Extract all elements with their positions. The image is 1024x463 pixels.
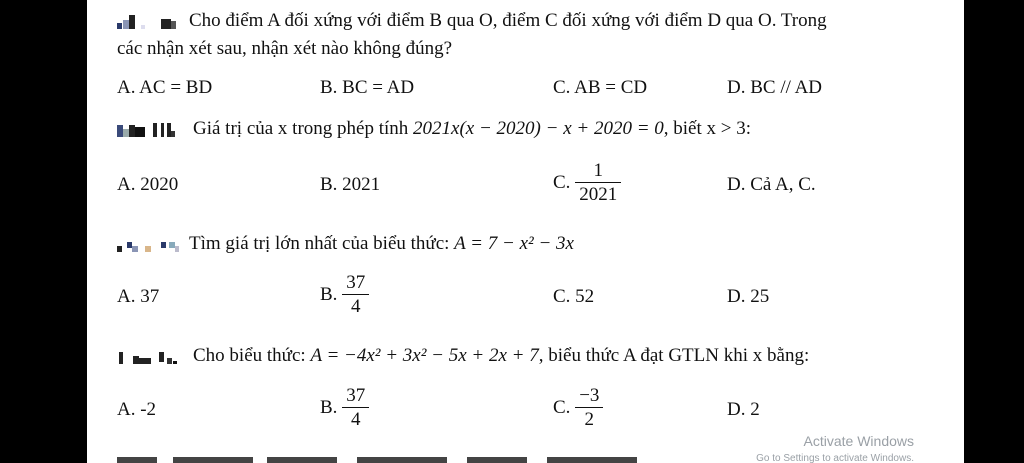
fraction-numerator: 37 bbox=[342, 272, 369, 295]
q3-option-b-fraction bbox=[342, 272, 369, 319]
fraction-numerator: 37 bbox=[342, 385, 369, 408]
question-2-expression: 2021x(x − 2020) − x + 2020 = 0 bbox=[413, 118, 664, 139]
question-1-line-2: các nhận xét sau, nhận xét nào không đúng? bbox=[117, 38, 453, 59]
q3-option-c[interactable]: C. 52 bbox=[553, 286, 595, 307]
cropped-next-question-line bbox=[117, 454, 717, 463]
question-3 bbox=[117, 233, 574, 255]
q1-option-a[interactable]: A. AC = BD bbox=[117, 77, 213, 98]
redacted-label-icon bbox=[117, 238, 185, 252]
q4-option-b[interactable] bbox=[320, 385, 369, 432]
q2-option-d[interactable]: D. Cả A, C. bbox=[727, 174, 816, 195]
question-2 bbox=[117, 118, 751, 140]
question-4-expression: A = −4x² + 3x² − 5x + 2x + 7 bbox=[310, 345, 539, 366]
q2-option-c-label: C. bbox=[553, 171, 571, 193]
q1-option-d[interactable]: D. BC // AD bbox=[727, 77, 823, 98]
q3-option-b[interactable] bbox=[320, 272, 369, 319]
activate-windows-title: Activate Windows bbox=[803, 433, 914, 449]
question-1-line-1 bbox=[117, 10, 827, 32]
q3-option-a[interactable]: A. 37 bbox=[117, 286, 160, 307]
fraction-numerator: −3 bbox=[575, 385, 603, 408]
fraction-numerator: 1 bbox=[575, 160, 621, 183]
q4-option-b-label: B. bbox=[320, 396, 338, 418]
q3-option-d[interactable]: D. 25 bbox=[727, 286, 770, 307]
q4-option-b-fraction bbox=[342, 385, 369, 432]
fraction-denominator: 2021 bbox=[579, 184, 618, 205]
question-4-text-a: Cho biểu thức: bbox=[193, 345, 311, 366]
q2-option-c[interactable] bbox=[553, 160, 621, 207]
q3-option-b-label: B. bbox=[320, 283, 338, 305]
question-4 bbox=[117, 345, 809, 367]
redacted-label-icon bbox=[117, 15, 185, 29]
q2-option-a[interactable]: A. 2020 bbox=[117, 174, 179, 195]
q4-option-c-fraction bbox=[575, 385, 603, 432]
question-2-text-b: , biết x > 3: bbox=[663, 118, 752, 139]
q4-option-a[interactable]: A. -2 bbox=[117, 399, 157, 420]
question-3-expression: A = 7 − x² − 3x bbox=[454, 233, 574, 254]
activate-windows-subtitle: Go to Settings to activate Windows. bbox=[756, 453, 914, 463]
question-2-text-a: Giá trị của x trong phép tính bbox=[193, 118, 414, 139]
q2-option-b[interactable]: B. 2021 bbox=[320, 174, 381, 195]
question-1-text-a: Cho điểm A đối xứng với điểm B qua O, điểm C đối xứng với điểm D qua O. Trong bbox=[189, 10, 827, 31]
worksheet-page bbox=[87, 0, 964, 463]
question-3-text: Tìm giá trị lớn nhất của biểu thức: bbox=[189, 233, 455, 254]
question-4-text-b: , biểu thức A đạt GTLN khi x bằng: bbox=[538, 345, 810, 366]
q1-option-b[interactable]: B. BC = AD bbox=[320, 77, 415, 98]
fraction-denominator: 2 bbox=[584, 409, 595, 430]
fraction-denominator: 4 bbox=[350, 296, 361, 317]
redacted-label-icon bbox=[117, 123, 189, 137]
q1-option-c[interactable]: C. AB = CD bbox=[553, 77, 648, 98]
q4-option-c[interactable] bbox=[553, 385, 603, 432]
q4-option-c-label: C. bbox=[553, 396, 571, 418]
redacted-label-icon bbox=[117, 350, 189, 364]
q4-option-d[interactable]: D. 2 bbox=[727, 399, 760, 420]
fraction-denominator: 4 bbox=[350, 409, 361, 430]
q2-option-c-fraction bbox=[575, 160, 621, 207]
